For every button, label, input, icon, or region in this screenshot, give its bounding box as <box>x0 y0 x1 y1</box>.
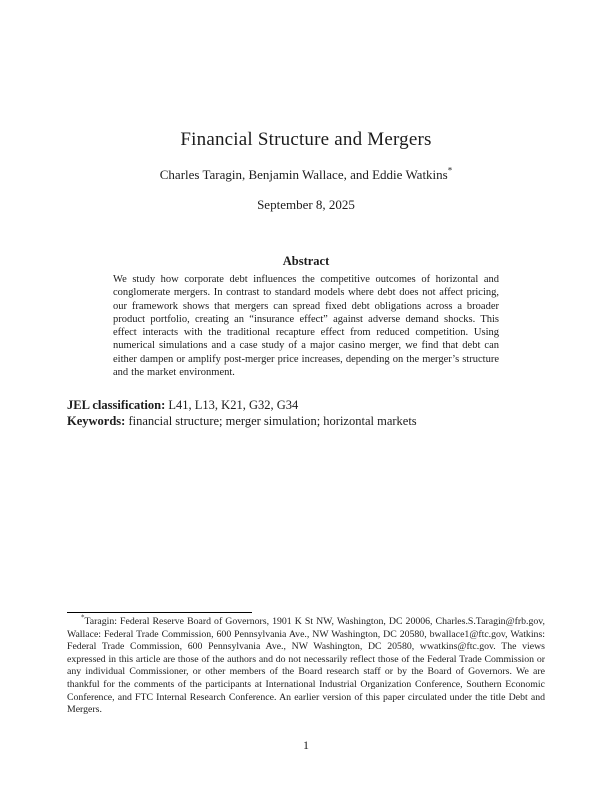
footnote-text <box>67 613 545 717</box>
footnote-rule <box>67 612 252 613</box>
jel-line <box>67 398 545 414</box>
paper-date: September 8, 2025 <box>257 197 355 212</box>
authors-line <box>0 167 612 182</box>
jel-label: JEL classification: <box>67 398 166 412</box>
classification-block <box>67 398 545 429</box>
page-number: 1 <box>303 738 309 752</box>
paper-title: Financial Structure and Mergers <box>180 129 432 150</box>
footnote-body: Taragin: Federal Reserve Board of Governors, 1901 K St NW, Washington, DC 20006, Charles.S.Taragin@frb.gov, Wallace: Federal Trade Commission, 600 Pennsylvania Ave., NW Washington, DC 20580, bwallace1@ftc.gov, Watkins: Federal Trade Commission, 600 Pennsylvania Ave., NW Washington, DC 20580, wwatkins@ftc.gov. The views expressed in this article are those of the authors and do not necessarily reflect those of the Federal Trade Commission or any individual Commissioner, or other members of the Board research staff or by the Board of Governors. We are thankful for the comments of the participants at International Industrial Organization Conference, Southern Economic Conference, and FTC Internal Research Conference. An earlier version of this paper circulated under the title Debt and Mergers. <box>67 616 545 716</box>
keywords-values: financial structure; merger simulation; horizontal markets <box>128 413 417 428</box>
footnote-marker: * <box>81 613 85 622</box>
authors-names: Charles Taragin, Benjamin Wallace, and Eddie Watkins <box>159 167 448 182</box>
keywords-line <box>67 414 545 430</box>
abstract-text: We study how corporate debt influences the competitive outcomes of horizontal and conglomerate mergers. In contrast to standard models where debt does not affect pricing, our framework shows that mergers can spread fixed debt obligations across a broader product portfolio, creating an “insurance effect” against adverse demand shocks. This effect interacts with the traditional recapture effect from reduced competition. Using numerical simulations and a case study of a major casino merger, we find that debt can either dampen or amplify post-merger price increases, depending on the merger’s structure and the market environment. <box>113 274 499 379</box>
author-footnote-marker: * <box>447 165 453 176</box>
abstract-heading: Abstract <box>282 254 330 268</box>
jel-codes: L41, L13, K21, G32, G34 <box>168 398 299 412</box>
keywords-label: Keywords: <box>67 413 126 428</box>
